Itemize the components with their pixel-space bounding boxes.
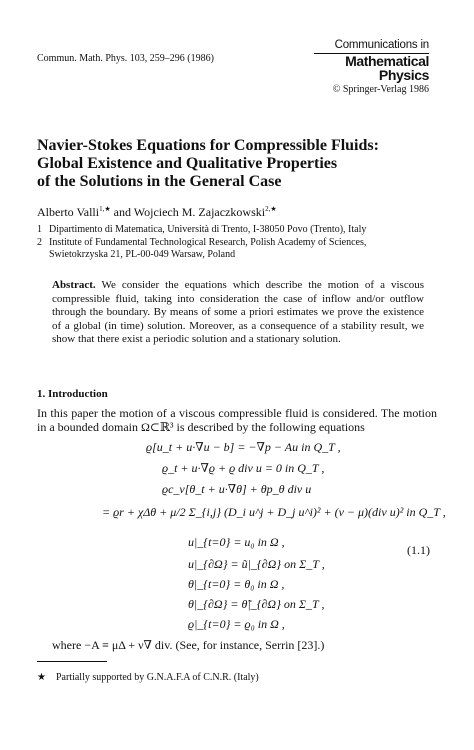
author-name: and Wojciech M. Zajaczkowski xyxy=(110,205,266,219)
paper-title xyxy=(37,137,437,191)
where-text: where −A ≡ μΔ + ν∇ div. (See, for instance, Serrin [23].) xyxy=(52,638,325,652)
equation-line: θ|_{∂Ω} = θ̃|_{∂Ω} on Σ_T , xyxy=(188,597,325,611)
equation-line: ϱ_t + u·∇ϱ + ϱ div u = 0 in Q_T , xyxy=(162,461,325,475)
abstract xyxy=(52,279,424,347)
title-line: of the Solutions in the General Case xyxy=(37,173,282,190)
equation-line: u|_{∂Ω} = ũ|_{∂Ω} on Σ_T , xyxy=(188,557,325,571)
affiliation-1 xyxy=(37,224,366,236)
equation-line: u|_{t=0} = u₀ in Ω , xyxy=(188,535,285,549)
logo-line3: Physics xyxy=(378,67,429,83)
title-line: Navier-Stokes Equations for Compressible Fluids: xyxy=(37,137,379,154)
intro-paragraph: In this paper the motion of a viscous compressible fluid is considered. The motion in a bounded domain Ω⊂ℝ³ is described by the following equations xyxy=(37,406,437,434)
equation-line: ϱ[u_t + u·∇u − b] = −∇p − Au in Q_T , xyxy=(146,440,341,454)
logo-line2: Mathematical xyxy=(345,53,429,69)
author-name: Alberto Valli xyxy=(37,205,100,219)
affiliation-text-cont: Swietokrzyska 21, PL-00-049 Warsaw, Poland xyxy=(49,249,236,260)
section-heading: 1. Introduction xyxy=(37,388,108,400)
journal-citation: Commun. Math. Phys. 103, 259–296 (1986) xyxy=(37,53,214,64)
equation-line: θ|_{t=0} = θ₀ in Ω , xyxy=(188,577,285,591)
affiliation-text: Dipartimento di Matematica, Università di Trento, I-38050 Povo (Trento), Italy xyxy=(49,224,367,235)
journal-logo xyxy=(314,39,429,82)
authors xyxy=(37,205,277,220)
equation-number: (1.1) xyxy=(407,543,430,557)
equation-line: = ϱr + χΔθ + μ/2 Σ_{i,j} (D_i u^j + D_j u^i)² + (ν − μ)(div u)² in Q_T , xyxy=(102,505,446,519)
author-marks: 1,★ xyxy=(99,205,111,213)
abstract-label: Abstract. xyxy=(52,279,96,291)
equation-line: ϱ|_{t=0} = ϱ₀ in Ω , xyxy=(188,617,285,631)
footnote-text: Partially supported by G.N.A.F.A of C.N.R. (Italy) xyxy=(55,672,259,683)
footnote xyxy=(37,672,259,683)
affiliation-number: 1 xyxy=(37,224,42,235)
abstract-text: We consider the equations which describe the motion of a viscous compressible fluid, taking into consideration the case of inflow and/or outflow through the boundary. By means of some a priori estimates we prove the existence of a global (in time) solution. Moreover, as a consequence of a stability result, we show that there exist a periodic solution and a stationary solution. xyxy=(52,279,424,346)
affiliation-text: Institute of Fundamental Technological Research, Polish Academy of Sciences, xyxy=(49,237,367,248)
author-marks: 2,★ xyxy=(265,205,277,213)
equation-line: ϱc_v[θ_t + u·∇θ] + θp_θ div u xyxy=(162,482,312,496)
title-line: Global Existence and Qualitative Properties xyxy=(37,155,338,172)
footnote-mark: ★ xyxy=(37,672,46,683)
footnote-divider xyxy=(37,661,107,662)
affiliation-number: 2 xyxy=(37,237,42,248)
copyright: © Springer-Verlag 1986 xyxy=(332,84,429,95)
affiliation-2 xyxy=(37,237,437,261)
logo-line1: Communications in xyxy=(334,39,429,51)
